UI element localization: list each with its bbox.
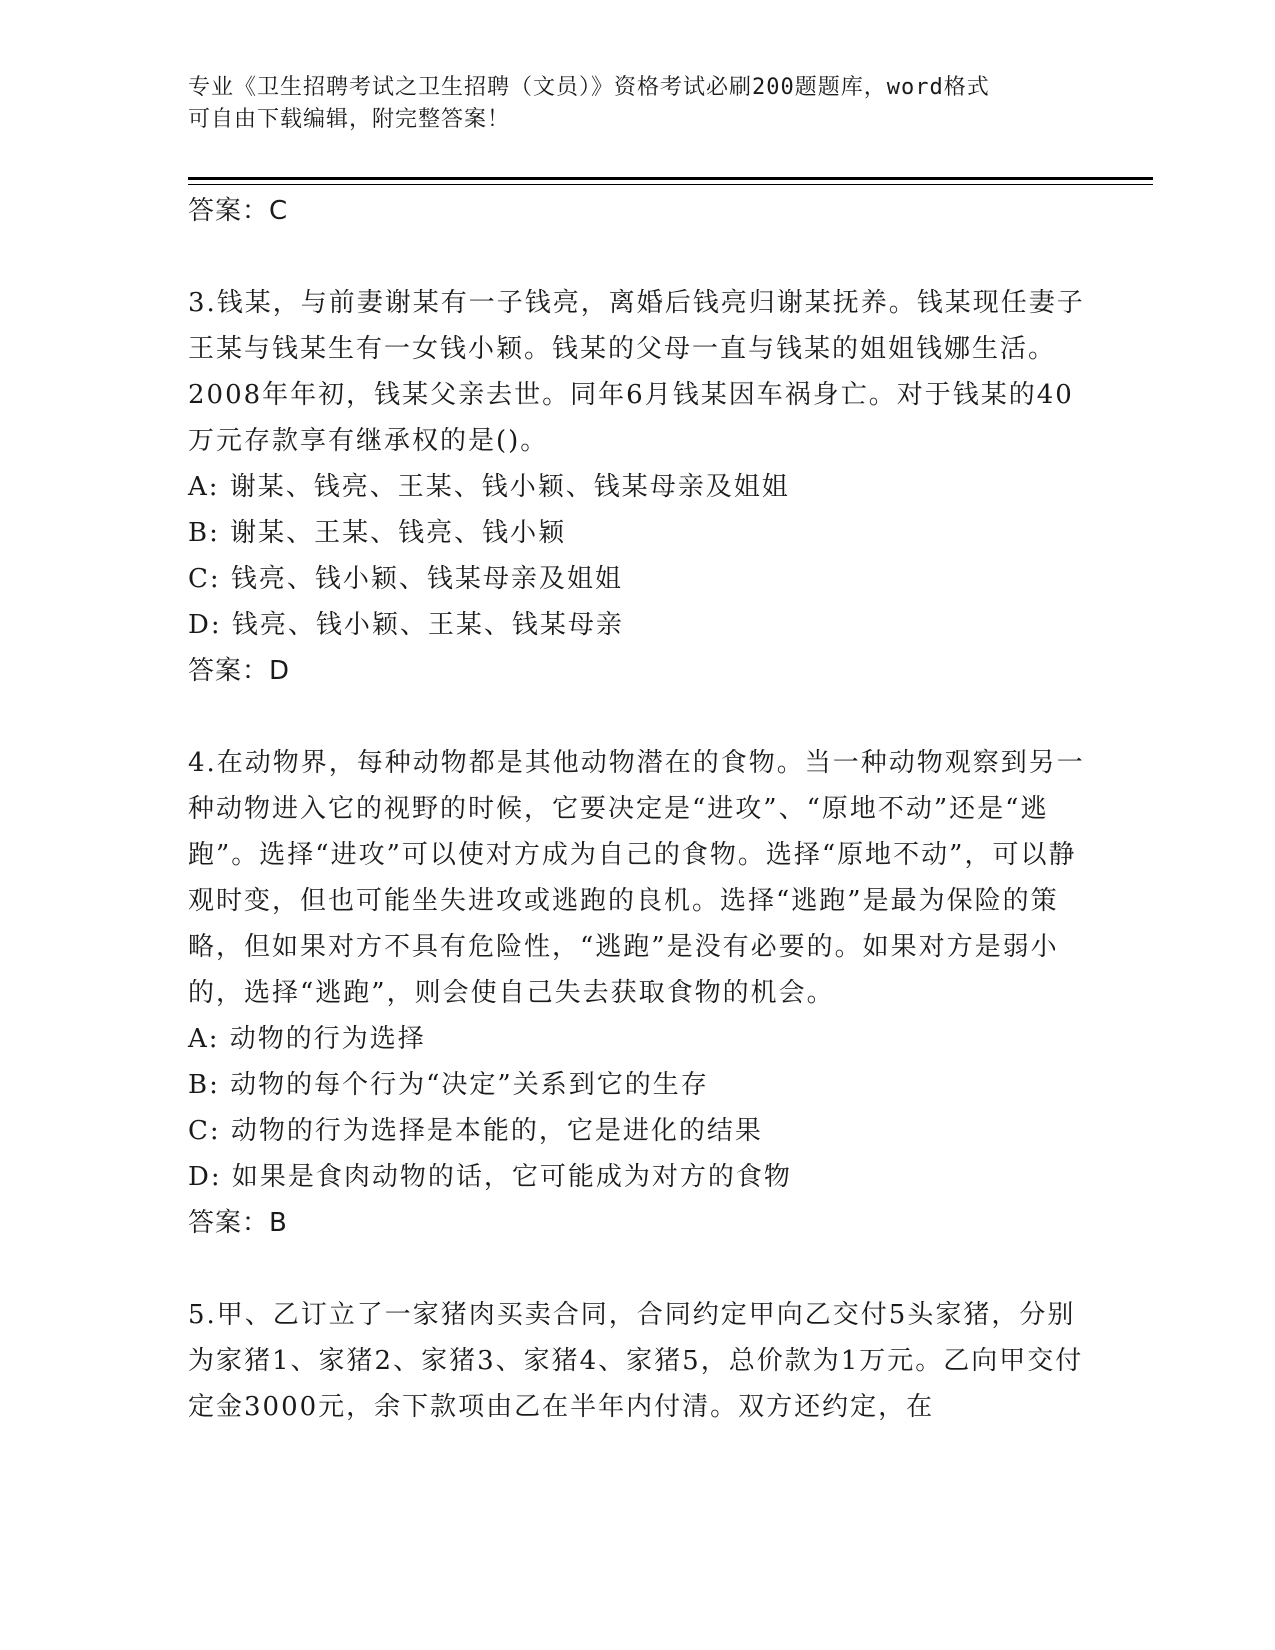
question-3: [188, 280, 1088, 694]
header-line-2: 可自由下载编辑，附完整答案！: [188, 107, 511, 132]
question-5-text: 5.甲、乙订立了一家猪肉买卖合同，合同约定甲向乙交付5头家猪，分别为家猪1、家猪2、家猪3、家猪4、家猪5，总价款为1万元。乙向甲交付定金3000元，余下款项由乙在半年内付清。双方还约定，在: [188, 1300, 1084, 1422]
question-4-option-c: C: 动物的行为选择是本能的，它是进化的结果: [188, 1116, 763, 1146]
header-divider-thin: [188, 184, 1153, 185]
question-3-option-c: C: 钱亮、钱小颖、钱某母亲及姐姐: [188, 564, 623, 594]
question-4-text: 4.在动物界，每种动物都是其他动物潜在的食物。当一种动物观察到另一种动物进入它的视野的时候，它要决定是“进攻”、“原地不动”还是“逃跑”。选择“进攻”可以使对方成为自己的食物。选择“原地不动”，可以静观时变，但也可能坐失进攻或逃跑的良机。选择“逃跑”是最为保险的策略，但如果对方不具有危险性，“逃跑”是没有必要的。如果对方是弱小的，选择“逃跑”，则会使自己失去获取食物的机会。: [188, 748, 1085, 1008]
document-header: [188, 72, 1088, 136]
question-4-option-a: A: 动物的行为选择: [188, 1024, 426, 1054]
spacer: [188, 1246, 1088, 1292]
question-3-answer: 答案：D: [188, 656, 291, 686]
header-line-1: 专业《卫生招聘考试之卫生招聘（文员）》资格考试必刷200题题库，word格式: [188, 75, 990, 100]
question-5: [188, 1292, 1088, 1430]
header-divider-thick: [188, 177, 1153, 180]
answer-previous: 答案：C: [188, 196, 289, 226]
question-4-answer: 答案：B: [188, 1208, 288, 1238]
question-3-option-a: A: 谢某、钱亮、王某、钱小颖、钱某母亲及姐姐: [188, 472, 790, 502]
question-3-option-b: B: 谢某、王某、钱亮、钱小颖: [188, 518, 567, 548]
question-4-option-d: D: 如果是食肉动物的话，它可能成为对方的食物: [188, 1162, 792, 1192]
question-3-option-d: D: 钱亮、钱小颖、王某、钱某母亲: [188, 610, 624, 640]
question-4: [188, 740, 1088, 1246]
question-4-option-b: B: 动物的每个行为“决定”关系到它的生存: [188, 1070, 709, 1100]
spacer: [188, 694, 1088, 740]
spacer: [188, 234, 1088, 280]
question-3-text: 3.钱某，与前妻谢某有一子钱亮，离婚后钱亮归谢某抚养。钱某现任妻子王某与钱某生有一女钱小颖。钱某的父母一直与钱某的姐姐钱娜生活。2008年年初，钱某父亲去世。同年6月钱某因车祸身亡。对于钱某的40万元存款享有继承权的是()。: [188, 288, 1085, 456]
document-body: [188, 188, 1088, 1430]
